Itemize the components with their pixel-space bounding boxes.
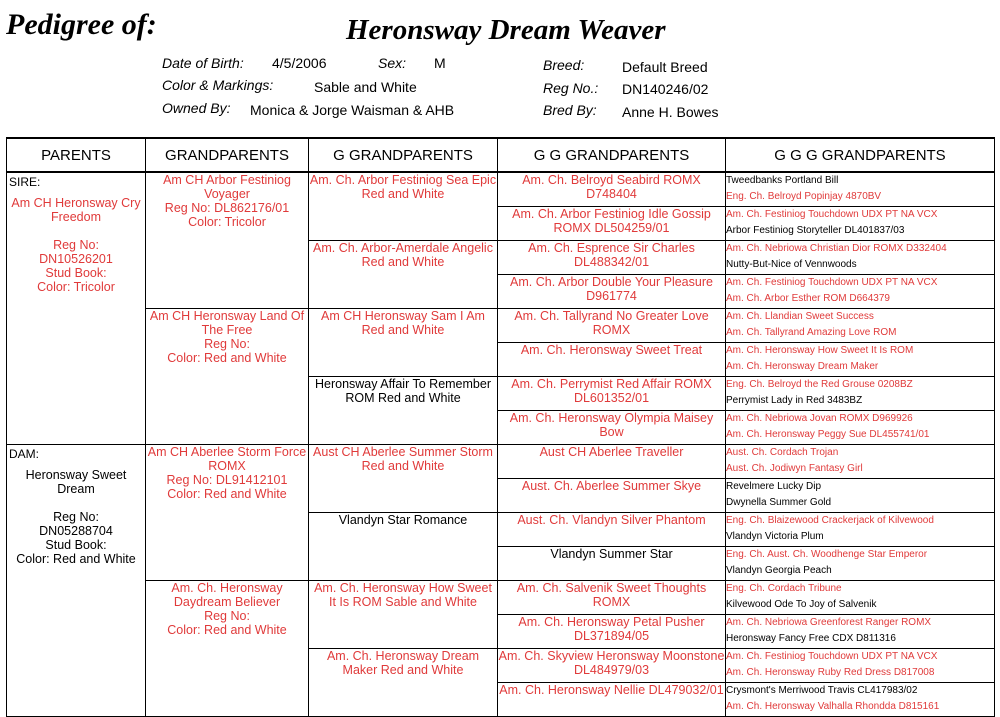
breed-value: Default Breed — [622, 59, 708, 75]
g-grandparent-8: Am. Ch. Heronsway Dream Maker Red and White — [309, 648, 498, 716]
grandparent-color: Color: Red and White — [167, 622, 287, 637]
gg-grandparent-3: Am. Ch. Esprence Sir Charles DL488342/01 — [498, 240, 726, 274]
dam-label: DAM: — [9, 446, 39, 461]
gg-grandparent-10: Aust. Ch. Aberlee Summer Skye — [498, 478, 726, 512]
ggg-pair-6 — [726, 342, 995, 376]
ggg-pair-5 — [726, 308, 995, 342]
ggg-pair-15 — [726, 648, 995, 682]
g-grandparent-3: Am CH Heronsway Sam I Am Red and White — [309, 308, 498, 376]
g-grandparent-7: Am. Ch. Heronsway How Sweet It Is ROM Sable and White — [309, 580, 498, 648]
ggg-pair-9 — [726, 444, 995, 478]
sire-name: Am CH Heronsway Cry Freedom — [11, 196, 141, 224]
ggg-dam: Perrymist Lady in Red 3483BZ — [726, 394, 863, 406]
ggg-sire: Crysmont's Merriwood Travis CL417983/02 — [726, 684, 918, 696]
g-grandparent-5: Aust CH Aberlee Summer Storm Red and White — [309, 444, 498, 512]
gg-grandparent-2: Am. Ch. Arbor Festiniog Idle Gossip ROMX DL504259/01 — [498, 207, 726, 241]
gg-grandparent-6: Am. Ch. Heronsway Sweet Treat — [498, 342, 726, 376]
ggg-sire: Eng. Ch. Blaizewood Crackerjack of Kilvewood — [726, 514, 934, 526]
ggg-pair-2 — [726, 207, 995, 241]
col-header-g-grandparents: G GRANDPARENTS — [309, 138, 498, 172]
dob-value: 4/5/2006 — [272, 55, 327, 71]
g-grandparent-1: Am. Ch. Arbor Festiniog Sea Epic Red and White — [309, 172, 498, 240]
grandparent-reg: Reg No: DL862176/01 — [164, 201, 290, 215]
ggg-sire: Am. Ch. Festiniog Touchdown UDX PT NA VCX — [726, 276, 938, 288]
sire-label: SIRE: — [9, 175, 41, 189]
ggg-sire: Am. Ch. Llandian Sweet Success — [726, 310, 874, 322]
pedigree-table — [6, 137, 995, 717]
ggg-sire: Aust. Ch. Cordach Trojan — [726, 446, 839, 458]
breed-label: Breed: — [543, 57, 585, 73]
ggg-sire: Eng. Ch. Belroyd the Red Grouse 0208BZ — [726, 378, 913, 390]
ggg-dam: Am. Ch. Arbor Esther ROM D664379 — [726, 292, 890, 304]
col-header-grandparents: GRANDPARENTS — [146, 138, 309, 172]
header-row — [7, 138, 995, 172]
grandparent-color: Color: Red and White — [167, 486, 287, 501]
sire-reg-label: Reg No: — [53, 238, 99, 252]
ggg-sire: Am. Ch. Nebriowa Jovan ROMX D969926 — [726, 412, 913, 424]
bred-value: Anne H. Bowes — [622, 104, 719, 120]
sire-color: Color: Tricolor — [37, 280, 115, 294]
ggg-dam: Am. Ch. Heronsway Ruby Red Dress D817008 — [726, 666, 935, 678]
reg-label: Reg No.: — [543, 80, 599, 96]
ggg-dam: Am. Ch. Heronsway Valhalla Rhondda D815161 — [726, 700, 940, 712]
ggg-dam: Am. Ch. Heronsway Peggy Sue DL455741/01 — [726, 428, 930, 440]
owner-label: Owned By: — [162, 100, 231, 116]
bred-label: Bred By: — [543, 102, 597, 118]
gg-grandparent-14: Am. Ch. Heronsway Petal Pusher DL371894/05 — [498, 614, 726, 648]
g-grandparent-6: Vlandyn Star Romance — [309, 512, 498, 580]
dog-name-title: Heronsway Dream Weaver — [346, 14, 666, 46]
ggg-pair-7 — [726, 376, 995, 410]
ggg-sire: Tweedbanks Portland Bill — [726, 175, 839, 186]
grandparent-reg: Reg No: — [204, 336, 250, 351]
dam-cell — [7, 444, 146, 716]
color-label: Color & Markings: — [162, 77, 274, 93]
g-grandparent-4: Heronsway Affair To Remember ROM Red and White — [309, 376, 498, 444]
sire-reg-no: DN10526201 — [39, 252, 113, 266]
g-grandparent-2: Am. Ch. Arbor-Amerdale Angelic Red and White — [309, 240, 498, 308]
ggg-sire: Revelmere Lucky Dip — [726, 480, 822, 492]
ggg-pair-10 — [726, 478, 995, 512]
ggg-pair-4 — [726, 274, 995, 308]
ggg-pair-14 — [726, 614, 995, 648]
gg-grandparent-9: Aust CH Aberlee Traveller — [498, 444, 726, 478]
ggg-dam: Dwynella Summer Gold — [726, 496, 832, 508]
color-value: Sable and White — [314, 79, 417, 95]
ggg-dam: Vlandyn Victoria Plum — [726, 530, 824, 542]
ggg-dam: Aust. Ch. Jodiwyn Fantasy Girl — [726, 462, 863, 474]
ggg-sire: Eng. Ch. Cordach Tribune — [726, 582, 842, 594]
gg-grandparent-8: Am. Ch. Heronsway Olympia Maisey Bow — [498, 410, 726, 444]
gg-grandparent-11: Aust. Ch. Vlandyn Silver Phantom — [498, 512, 726, 546]
col-header-ggg-grandparents: G G G GRANDPARENTS — [726, 138, 995, 172]
grandparent-name: Am. Ch. Heronsway Daydream Believer — [171, 580, 283, 609]
grandparent-name: Am CH Heronsway Land Of The Free — [149, 308, 305, 337]
grandparent-name: Am CH Aberlee Storm Force ROMX — [147, 444, 307, 473]
ggg-sire: Am. Ch. Festiniog Touchdown UDX PT NA VCX — [726, 209, 938, 220]
grandparent-4 — [146, 580, 309, 716]
ggg-dam: Heronsway Fancy Free CDX D811316 — [726, 632, 896, 644]
col-header-gg-grandparents: G G GRANDPARENTS — [498, 138, 726, 172]
sex-value: M — [434, 55, 446, 71]
reg-value: DN140246/02 — [622, 81, 709, 97]
ggg-pair-1 — [726, 172, 995, 207]
ggg-sire: Am. Ch. Festiniog Touchdown UDX PT NA VCX — [726, 650, 938, 662]
dam-reg-no: DN05288704 — [39, 523, 113, 538]
ggg-pair-3 — [726, 240, 995, 274]
gg-grandparent-16: Am. Ch. Heronsway Nellie DL479032/01 — [498, 682, 726, 716]
sex-label: Sex: — [378, 55, 407, 71]
grandparent-reg: Reg No: — [204, 608, 250, 623]
grandparent-color: Color: Tricolor — [188, 215, 266, 229]
ggg-pair-12 — [726, 546, 995, 580]
grandparent-3 — [146, 444, 309, 580]
grandparent-1 — [146, 172, 309, 308]
gg-grandparent-5: Am. Ch. Tallyrand No Greater Love ROMX — [498, 308, 726, 342]
ggg-pair-8 — [726, 410, 995, 444]
ggg-sire: Am. Ch. Nebriowa Greenforest Ranger ROMX — [726, 616, 932, 628]
sire-stud-book: Stud Book: — [45, 266, 107, 280]
ggg-dam: Eng. Ch. Belroyd Popinjay 4870BV — [726, 191, 882, 202]
ggg-dam: Am. Ch. Heronsway Dream Maker — [726, 360, 879, 372]
ggg-sire: Eng. Ch. Aust. Ch. Woodhenge Star Emperor — [726, 548, 928, 560]
grandparent-reg: Reg No: DL91412101 — [166, 472, 288, 487]
ggg-pair-13 — [726, 580, 995, 614]
ggg-sire: Am. Ch. Heronsway How Sweet It Is ROM — [726, 344, 914, 356]
dob-label: Date of Birth: — [162, 55, 244, 71]
owner-value: Monica & Jorge Waisman & AHB — [250, 102, 455, 118]
ggg-dam: Arbor Festiniog Storyteller DL401837/03 — [726, 225, 905, 236]
grandparent-name: Am CH Arbor Festiniog Voyager — [163, 173, 291, 201]
col-header-parents: PARENTS — [7, 138, 146, 172]
grandparent-color: Color: Red and White — [167, 350, 287, 365]
ggg-dam: Kilvewood Ode To Joy of Salvenik — [726, 598, 877, 610]
gg-grandparent-12: Vlandyn Summer Star — [498, 546, 726, 580]
dam-color: Color: Red and White — [16, 551, 136, 566]
gg-grandparent-1: Am. Ch. Belroyd Seabird ROMX D748404 — [498, 172, 726, 207]
dam-stud-book: Stud Book: — [45, 537, 107, 552]
dam-name: Heronsway Sweet Dream — [25, 467, 127, 496]
ggg-sire: Am. Ch. Nebriowa Christian Dior ROMX D332404 — [726, 242, 947, 254]
gg-grandparent-4: Am. Ch. Arbor Double Your Pleasure D961774 — [498, 274, 726, 308]
ggg-pair-11 — [726, 512, 995, 546]
ggg-pair-16 — [726, 682, 995, 716]
ggg-dam: Am. Ch. Tallyrand Amazing Love ROM — [726, 326, 897, 338]
sire-cell — [7, 172, 146, 444]
dam-reg-label: Reg No: — [53, 509, 99, 524]
gg-grandparent-7: Am. Ch. Perrymist Red Affair ROMX DL601352/01 — [498, 376, 726, 410]
gg-grandparent-13: Am. Ch. Salvenik Sweet Thoughts ROMX — [498, 580, 726, 614]
gg-grandparent-15: Am. Ch. Skyview Heronsway Moonstone DL484979/03 — [498, 648, 726, 682]
ggg-dam: Nutty-But-Nice of Vennwoods — [726, 258, 857, 270]
grandparent-2 — [146, 308, 309, 444]
pedigree-label: Pedigree of: — [6, 8, 157, 41]
ggg-dam: Vlandyn Georgia Peach — [726, 564, 832, 576]
